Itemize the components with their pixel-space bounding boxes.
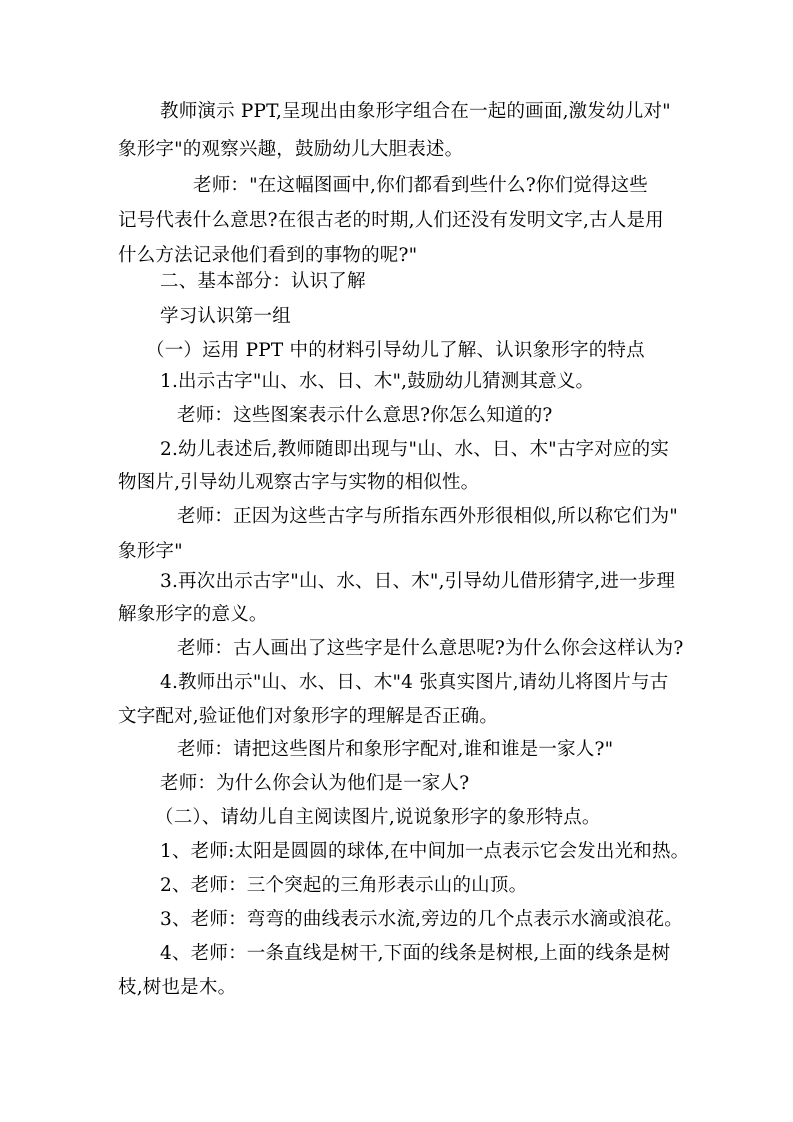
text-line: 1.出示古字"山、水、日、木",鼓励幼儿猜测其意义。 <box>160 371 595 392</box>
text-line: 物图片,引导幼儿观察古字与实物的相似性。 <box>118 472 480 493</box>
text-line: 记号代表什么意思?在很古老的时期,人们还没有发明文字,古人是用 <box>118 210 664 231</box>
text-line: 象形字" <box>118 541 183 562</box>
text-line: 教师演示 PPT,呈现出由象形字组合在一起的画面,激发幼儿对" <box>160 101 671 122</box>
text-line: 老师：这些图案表示什么意思?你怎么知道的? <box>177 405 553 426</box>
text-line: 什么方法记录他们看到的事物的呢?" <box>118 245 418 266</box>
text-line: 枝,树也是木。 <box>118 977 237 998</box>
text-line: 解象形字的意义。 <box>118 604 268 625</box>
subheading: 学习认识第一组 <box>160 306 291 327</box>
text-line: （二）、请幼儿自主阅读图片,说说象形字的象形特点。 <box>155 807 601 828</box>
text-line: 老师：请把这些图片和象形字配对,谁和谁是一家人?" <box>177 739 614 760</box>
text-line: 2.幼儿表述后,教师随即出现与"山、水、日、木"古字对应的实 <box>160 439 670 460</box>
text-line: 4、老师：一条直线是树干,下面的线条是树根,上面的线条是树 <box>160 943 671 964</box>
text-line: 4.教师出示"山、水、日、木"4 张真实图片,请幼儿将图片与古 <box>160 672 669 693</box>
text-line: 老师：为什么你会认为他们是一家人? <box>160 773 470 794</box>
text-line: 2、老师：三个突起的三角形表示山的山顶。 <box>160 875 528 896</box>
section-heading: 二、基本部分：认识了解 <box>160 271 366 292</box>
text-line: （一）运用 PPT 中的材料引导幼儿了解、认识象形字的特点 <box>146 340 645 361</box>
text-line: 文字配对,验证他们对象形字的理解是否正确。 <box>118 706 499 727</box>
text-line: 3.再次出示古字"山、水、日、木",引导幼儿借形猜字,进一步理 <box>160 571 676 592</box>
text-line: 老师：正因为这些古字与所指东西外形很相似,所以称它们为" <box>177 506 678 527</box>
text-line: 3、老师：弯弯的曲线表示水流,旁边的几个点表示水滴或浪花。 <box>160 909 683 930</box>
text-line: 象形字"的观察兴趣，鼓励幼儿大胆表述。 <box>118 139 464 160</box>
text-line: 老师："在这幅图画中,你们都看到些什么?你们觉得这些 <box>193 175 649 196</box>
text-line: 1、老师:太阳是圆圆的球体,在中间加一点表示它会发出光和热。 <box>160 841 690 862</box>
text-line: 老师：古人画出了这些字是什么意思呢?为什么你会这样认为? <box>177 638 684 659</box>
